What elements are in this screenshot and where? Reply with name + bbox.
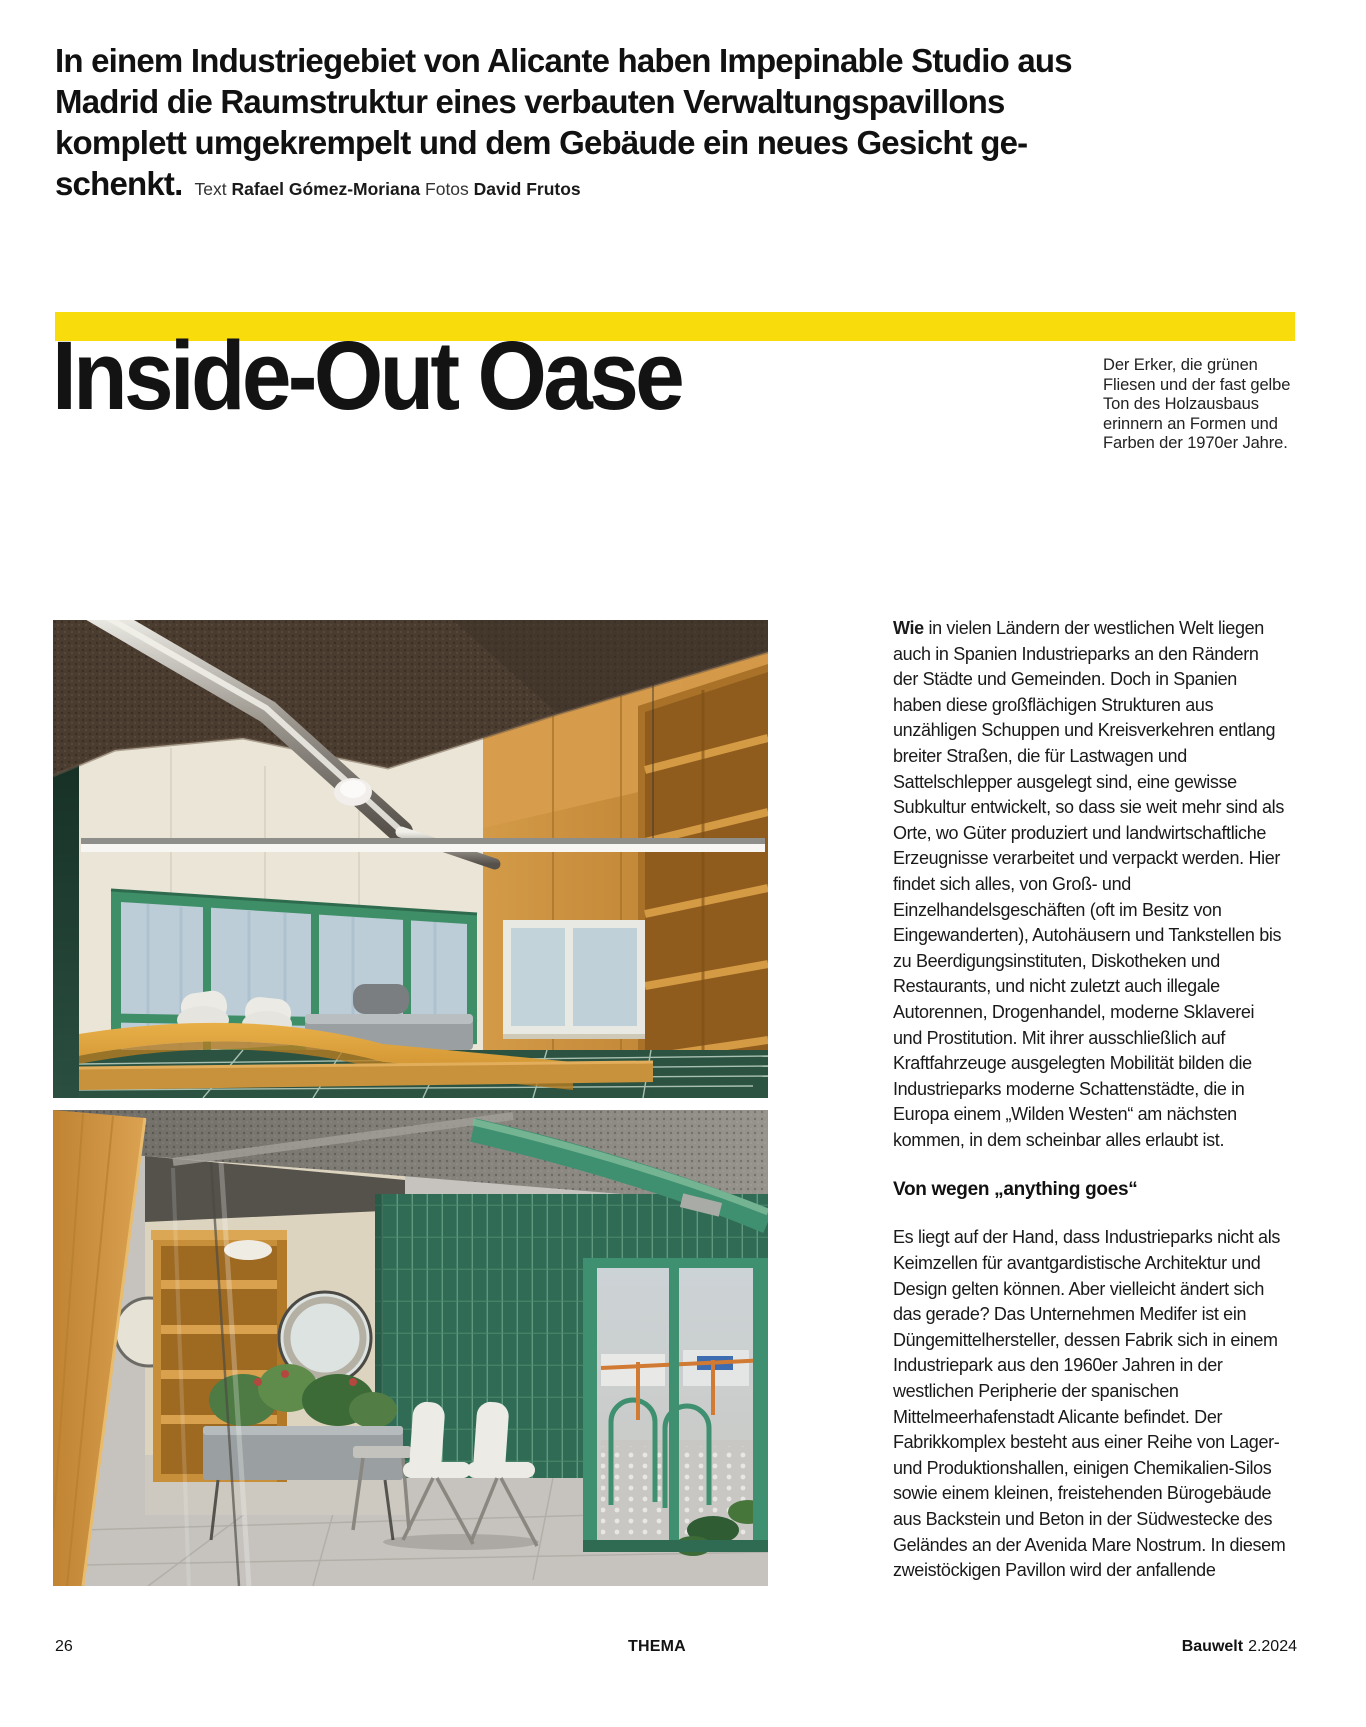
article-paragraph-2: Es liegt auf der Hand, dass Industrieparks nicht als Keimzellen für avantgardistische Architektur und Design gelten können. Aber vielleicht ändert sich das gerade? Das Unternehmen Medifer ist ein Düngemittelhersteller, dessen Fabrik sich in einem Industriepark aus den 1960er Jahren in der westlichen Peripherie der spanischen Mittelmeerhafenstadt Alicante befindet. Der Fabrikkomplex besteht aus einer Reihe von Lager- und Produktionshallen, einigen Chemikalien-Silos sowie einem kleinen, freistehenden Bürogebäude aus Backstein und Beton in der Südwestecke des Geländes an der Avenida Mare Nostrum. In diesem zweistöckigen Pavillon wird der anfallende <box>893 1227 1286 1581</box>
byline-author: Rafael Gómez-Moriana <box>231 179 421 199</box>
article-standfirst <box>55 40 1315 210</box>
photo-lobby-interior-graphic <box>53 1110 768 1586</box>
photo-caption: Der Erker, die grünen Fliesen und der fast gelbe Ton des Holzausbaus erinnern an Formen und Farben der 1970er Jahre. <box>1103 356 1291 452</box>
article-paragraph-1 <box>893 616 1287 1153</box>
page-number: 26 <box>55 1638 73 1655</box>
byline <box>195 179 581 199</box>
lead-word: Wie <box>893 618 924 638</box>
magazine-issue <box>1182 1638 1297 1656</box>
standfirst-line <box>55 163 1315 210</box>
standfirst-last-word: schenkt. <box>55 165 183 202</box>
photo-lobby-interior <box>53 1110 768 1586</box>
paragraph-1-text: in vielen Ländern der westlichen Welt liegen auch in Spanien Industrieparks an den Rändern der Städte und Gemeinden. Doch in Spanien haben diese großflächigen Strukturen aus unzähligen Schuppen und Kreisverkehren entlang breiter Straßen, die für Lastwagen und Sattelschlepper ausgelegt sind, eine gewisse Subkultur entwickelt, so dass sie weit mehr sind als Orte, wo Güter produziert und landwirtschaftliche Erzeugnisse verarbeitet und verpackt werden. Hier findet sich alles, von Groß- und Einzelhandelsgeschäften (oft im Besitz von Eingewanderten), Autohäusern und Tankstellen bis zu Beerdigungsinstituten, Diskotheken und Restaurants, und nicht zuletzt auch illegale Autorennen, Drogenhandel, moderne Sklaverei und Prostitution. Mit ihrer ausschließlich auf Kraftfahrzeuge ausgelegten Mobilität bilden die Industrieparks moderne Schattenstädte, die in Europa einem „Wilden Westen“ am nächsten kommen, in dem scheinbar alles erlaubt ist. <box>893 618 1284 1150</box>
magazine-name: Bauwelt <box>1181 1638 1244 1655</box>
article-subhead: Von wegen „anything goes“ <box>893 1179 1138 1201</box>
page-footer <box>55 1638 1297 1658</box>
photo-office-interior <box>53 620 768 1098</box>
standfirst-line: Madrid die Raumstruktur eines verbauten Verwaltungspavillons <box>55 83 1005 120</box>
section-label: THEMA <box>628 1638 686 1655</box>
article-title: Inside-Out Oase <box>52 321 682 430</box>
standfirst-line: komplett umgekrempelt und dem Gebäude ein neues Gesicht ge- <box>55 124 1028 161</box>
standfirst-line: In einem Industriegebiet von Alicante haben Impepinable Studio aus <box>55 42 1072 79</box>
byline-photos-label: Fotos <box>425 179 469 199</box>
issue-number: 2.2024 <box>1248 1638 1297 1655</box>
photo-office-interior-graphic <box>53 620 768 1098</box>
byline-photographer: David Frutos <box>473 179 581 199</box>
article-body <box>893 616 1287 1584</box>
byline-text-label: Text <box>194 179 227 199</box>
